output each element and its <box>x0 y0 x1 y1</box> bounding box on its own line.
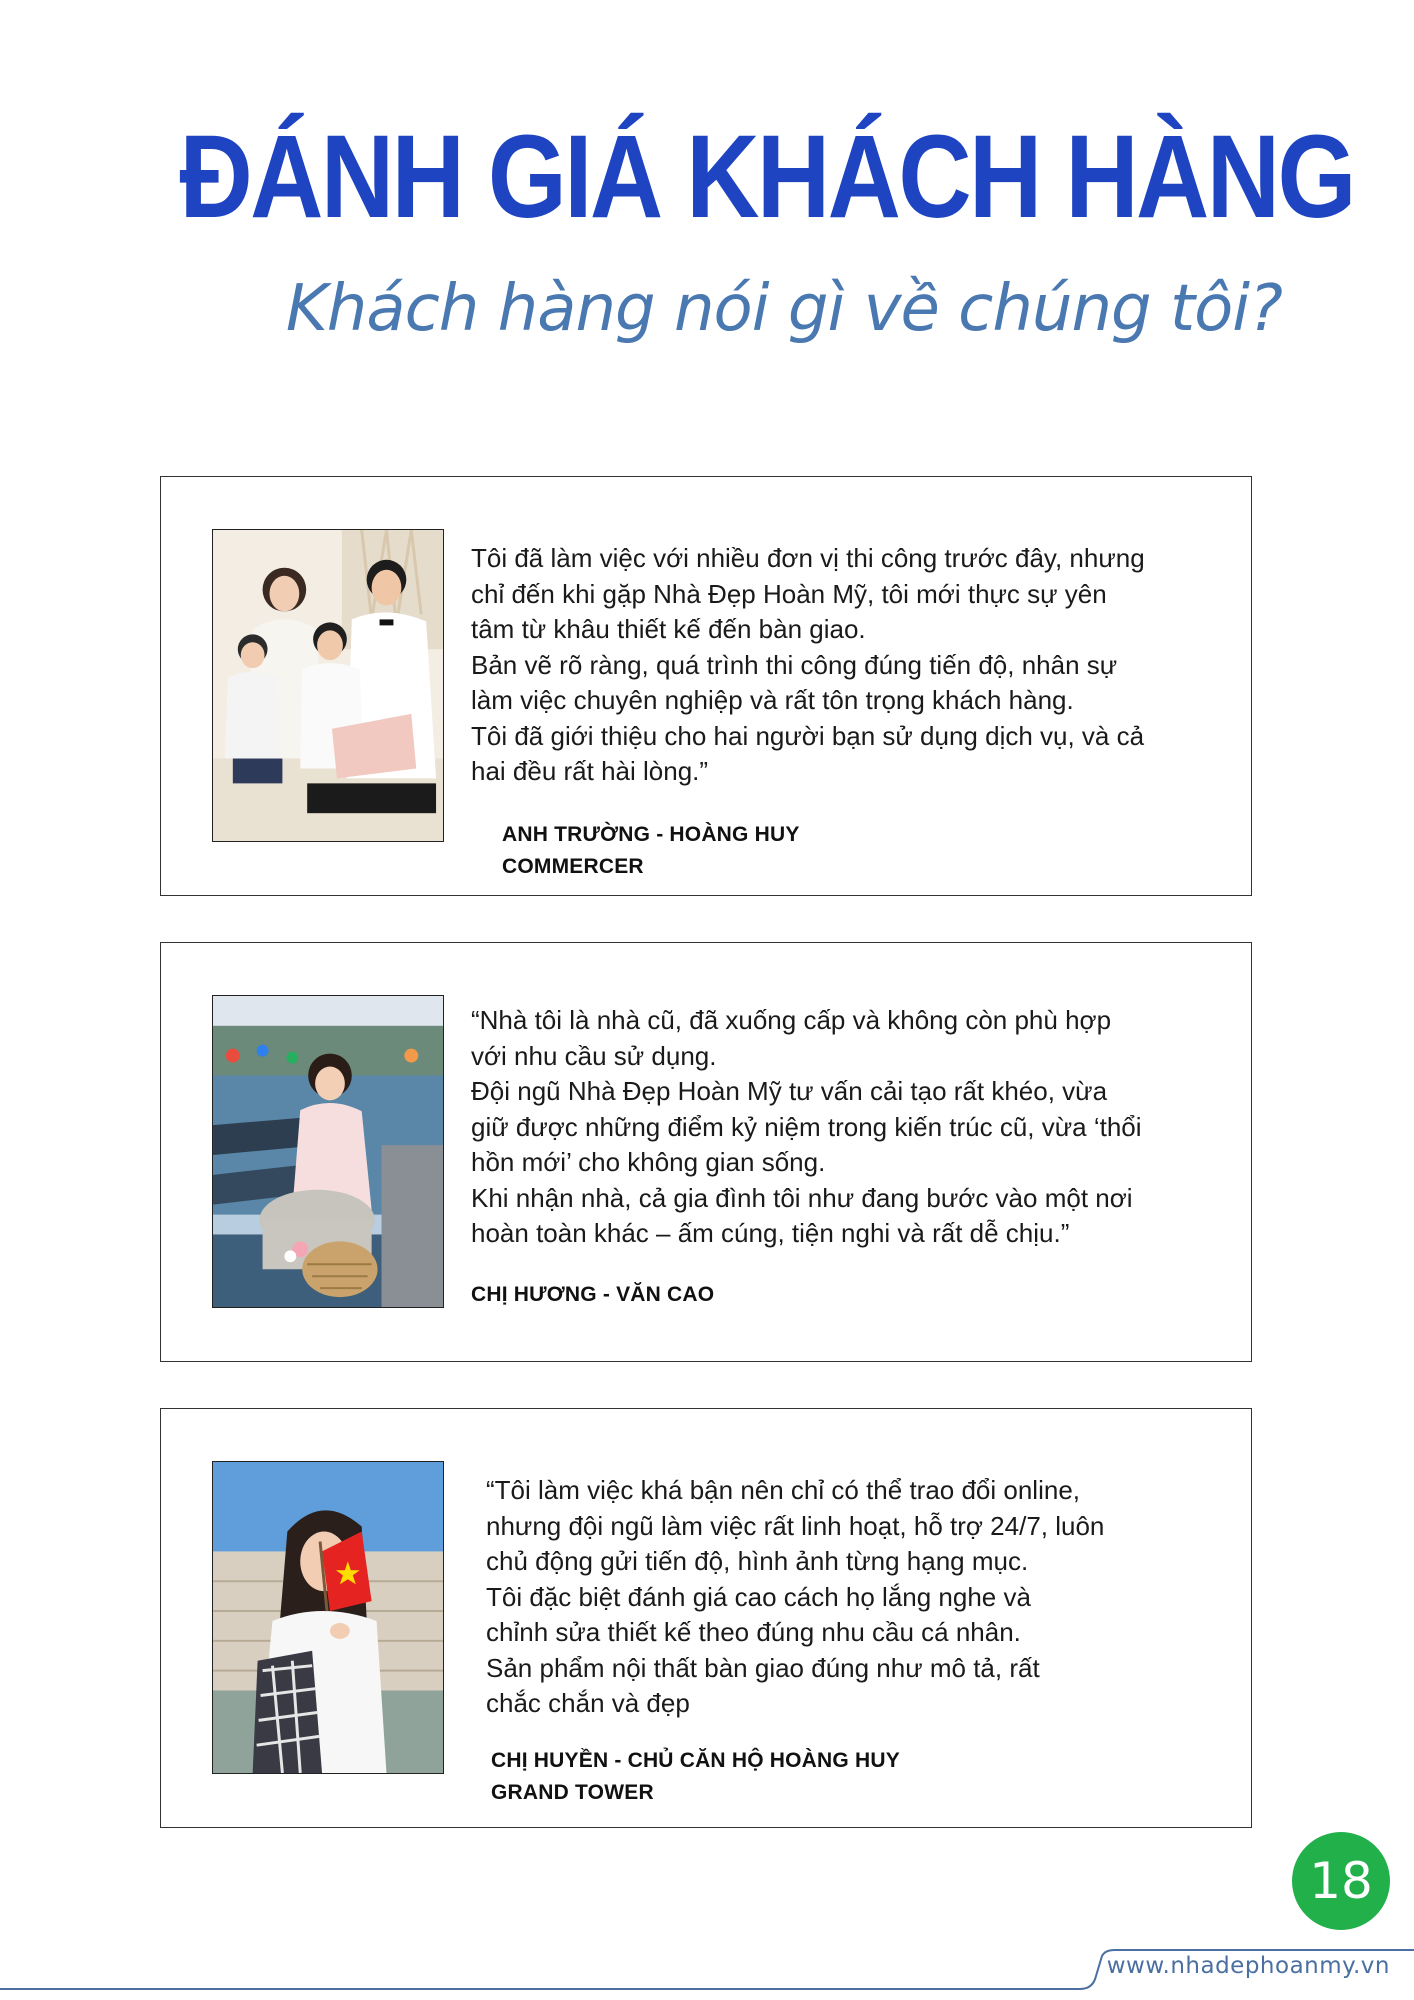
author-name: CHỊ HUYỀN - CHỦ CĂN HỘ HOÀNG HUY <box>491 1749 900 1772</box>
quote-text: “Nhà tôi là nhà cũ, đã xuống cấp và không còn phù hợp với nhu cầu sử dụng. Đội ngũ Nhà Đẹp Hoàn Mỹ tư vấn cải tạo rất khéo, vừa giữ được những điểm kỷ niệm trong kiến trúc cũ, vừa ‘thổi hồn mới’ cho không gian sống. Khi nhận nhà, cả gia đình tôi như đang bước vào một nơi hoàn toàn khác – ấm cúng, tiện nghi và rất dễ chịu.” <box>471 1005 1142 1248</box>
quote-text: Tôi đã làm việc với nhiều đơn vị thi công trước đây, nhưng chỉ đến khi gặp Nhà Đẹp Hoàn Mỹ, tôi mới thực sự yên tâm từ khâu thiết kế đến bàn giao. Bản vẽ rõ ràng, quá trình thi công đúng tiến độ, nhân sự làm việc chuyên nghiệp và rất tôn trọng khách hàng. Tôi đã giới thiệu cho hai người bạn sử dụng dịch vụ, và cả hai đều rất hài lòng.” <box>471 543 1145 786</box>
author-name: ANH TRƯỜNG - HOÀNG HUY <box>502 823 800 846</box>
testimonial-card-1 <box>160 476 1252 896</box>
customer-photo-family <box>212 529 444 842</box>
testimonial-quote <box>486 1473 1226 1722</box>
testimonial-card-2 <box>160 942 1252 1362</box>
customer-photo-girl <box>212 995 444 1308</box>
testimonial-quote <box>471 541 1211 790</box>
customer-photo-woman <box>212 1461 444 1774</box>
testimonial-card-3 <box>160 1408 1252 1828</box>
author-name: CHỊ HƯƠNG - VĂN CAO <box>471 1283 715 1306</box>
quote-text: “Tôi làm việc khá bận nên chỉ có thể trao đổi online, nhưng đội ngũ làm việc rất linh hoạt, hỗ trợ 24/7, luôn chủ động gửi tiến độ, hình ảnh từng hạng mục. Tôi đặc biệt đánh giá cao cách họ lắng nghe và chỉnh sửa thiết kế theo đúng nhu cầu cá nhân. Sản phẩm nội thất bàn giao đúng như mô tả, rất chắc chắn và đẹp <box>486 1475 1105 1718</box>
testimonial-author <box>491 1745 900 1809</box>
page-title: ĐÁNH GIÁ KHÁCH HÀNG <box>179 111 1354 243</box>
testimonial-author <box>502 819 800 883</box>
page-number-badge: 18 <box>1292 1832 1390 1930</box>
testimonial-author <box>471 1279 714 1311</box>
testimonial-quote <box>471 1003 1211 1252</box>
author-project: GRAND TOWER <box>491 1781 654 1804</box>
website-link[interactable]: www.nhadephoanmy.vn <box>1106 1953 1390 1979</box>
author-project: COMMERCER <box>502 855 644 878</box>
page-subtitle: Khách hàng nói gì về chúng tôi? <box>285 272 1282 346</box>
